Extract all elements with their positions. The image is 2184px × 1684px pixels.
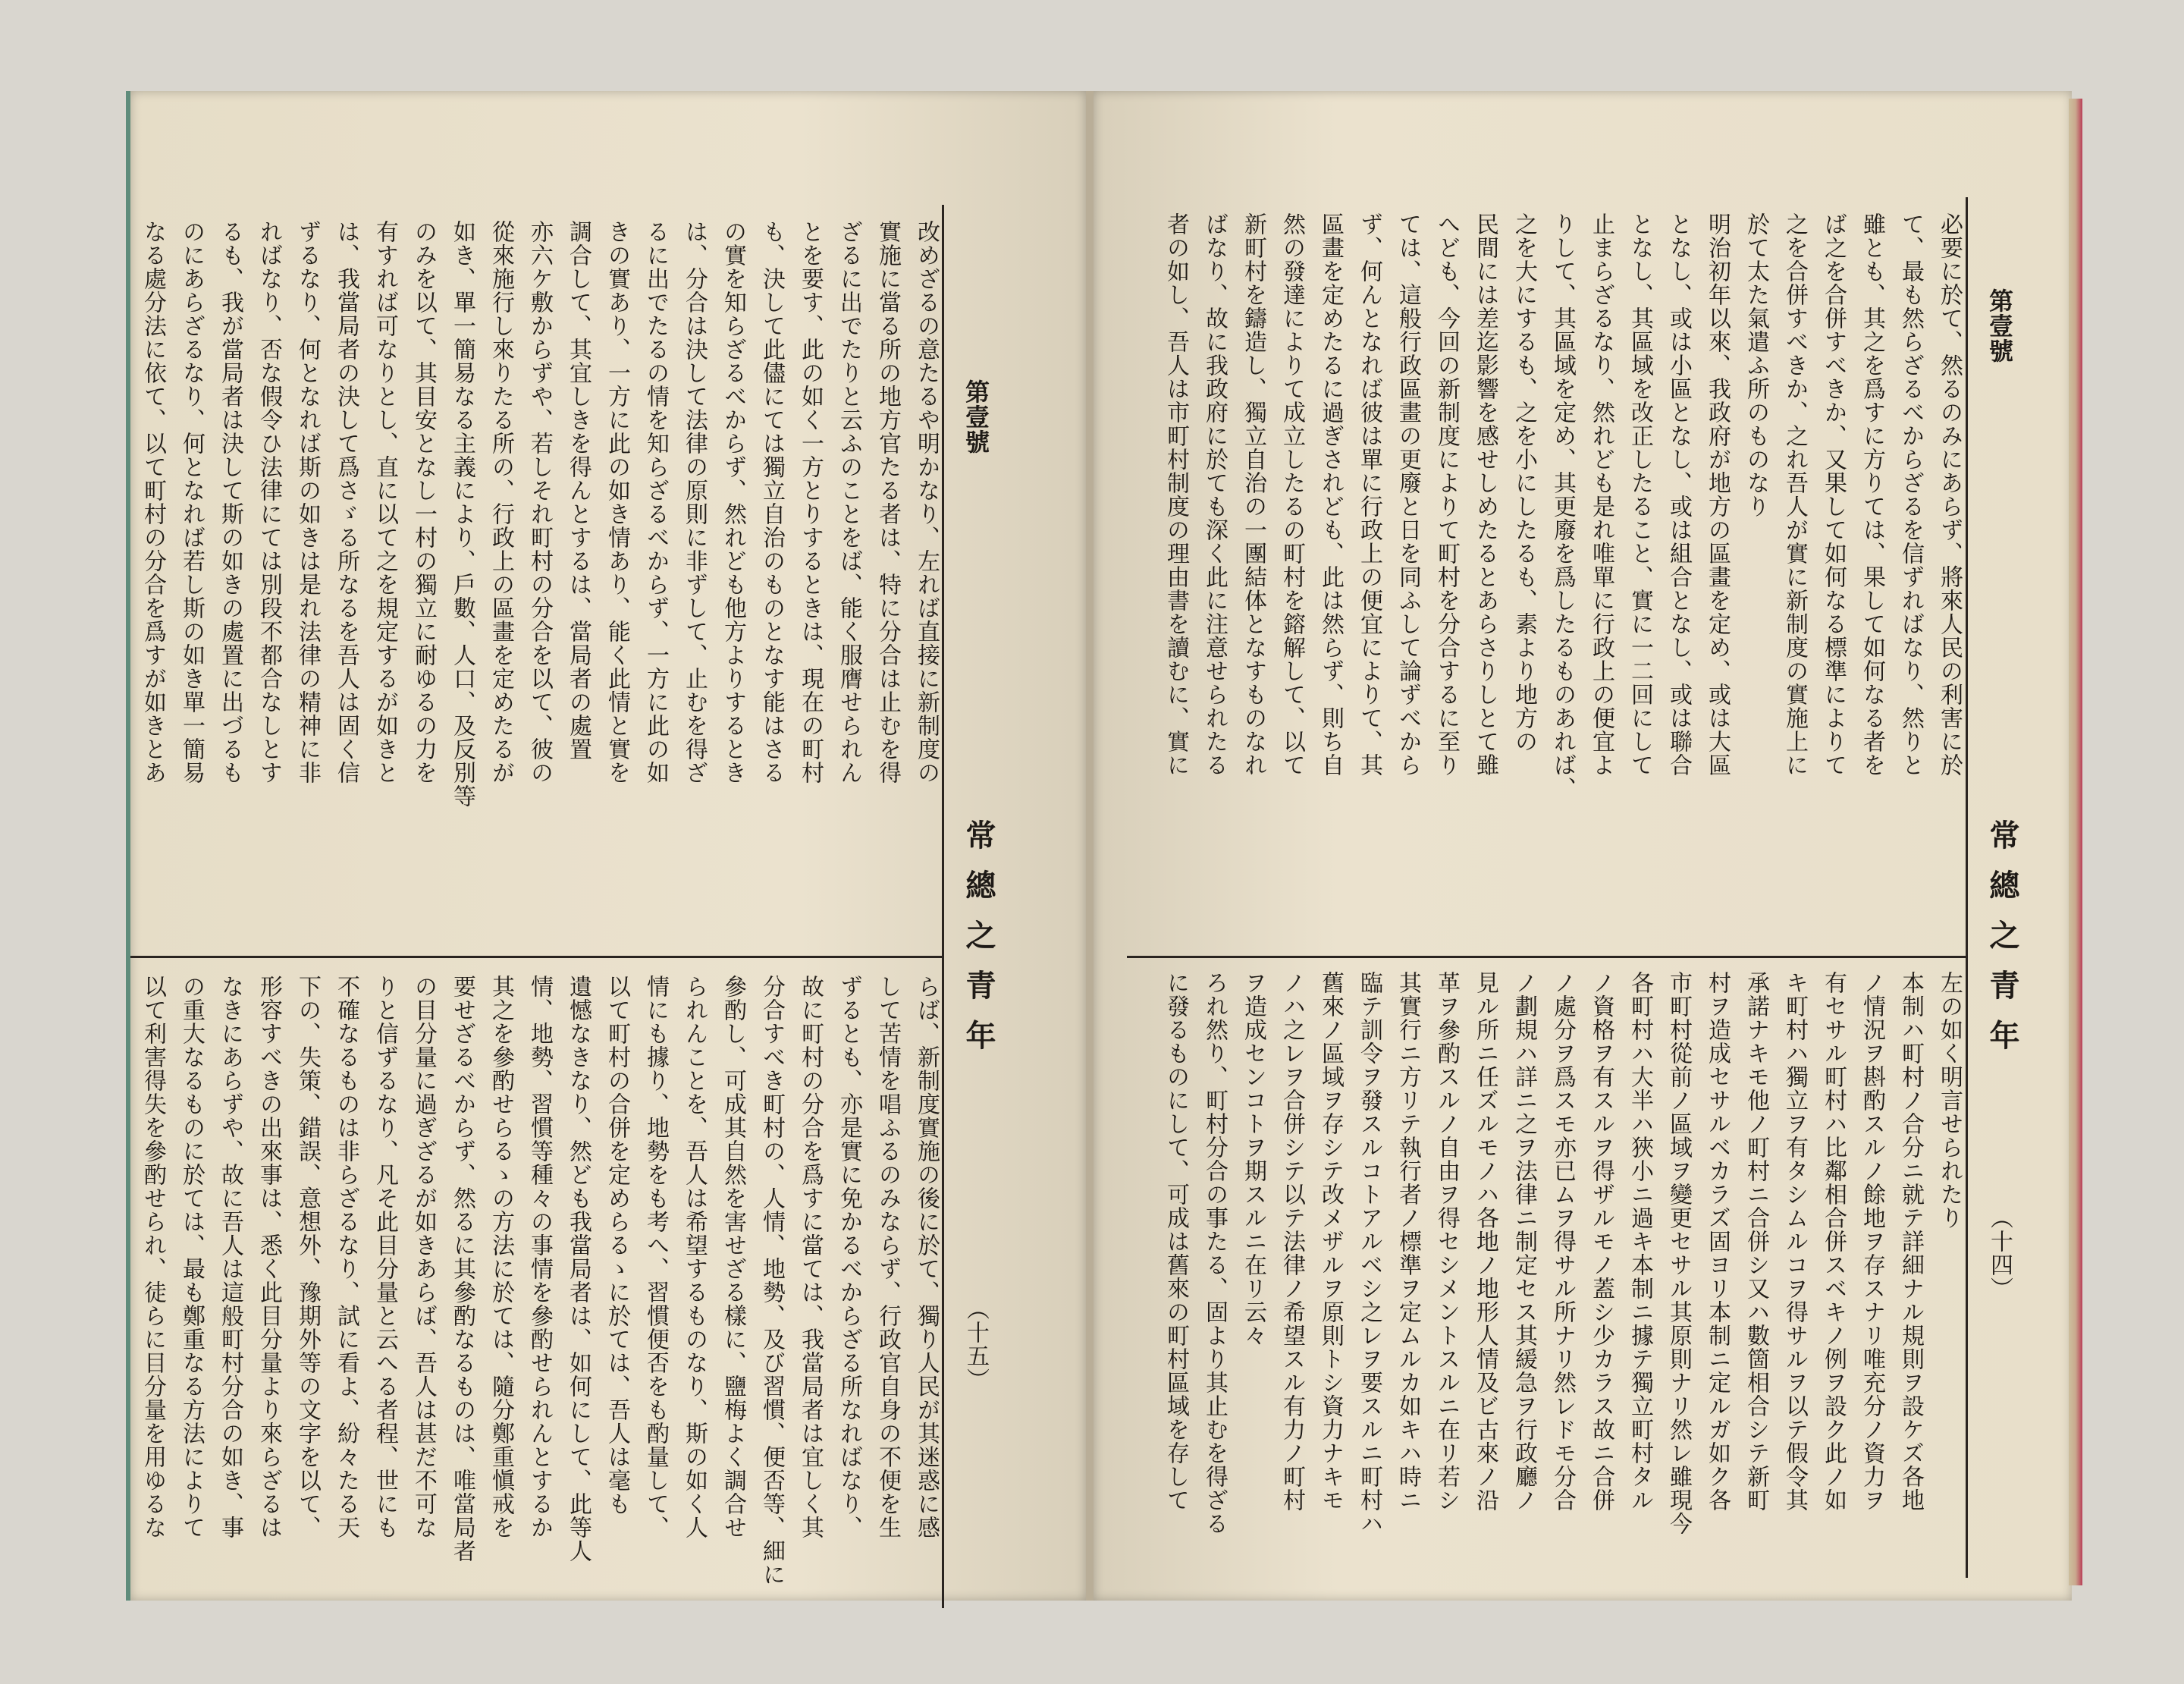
text-column: 從來施行し來りたる所の、行政上の區畫を定めたるが xyxy=(488,220,514,784)
text-column: ノハ之レヲ合併シテ以テ法律ノ希望スル有力ノ町村 xyxy=(1279,971,1305,1512)
text-column: のにあらざるなり、何となれば若し斯の如き單一簡易 xyxy=(178,220,205,784)
text-column: 其實行ニ方リテ執行者ノ標準ヲ定ムルカ如キハ時ニ xyxy=(1395,971,1421,1512)
left-page-number: （十五） xyxy=(962,1297,989,1391)
text-column: 亦六ケ敷からずや、若しそれ町村の分合を以て、彼の xyxy=(526,220,553,784)
text-column: に發るものにして、可成は舊來の町村區域を存して xyxy=(1163,971,1189,1512)
left-page-running-title: 常總之青年 xyxy=(961,819,996,1070)
text-column: 之を合併すべきか、之れ吾人が實に新制度の實施上に xyxy=(1781,212,1808,777)
text-column: 之を大にするも、之を小にしたるも、素より地方の xyxy=(1511,212,1537,753)
text-column: 村ヲ造成セサルベカラズ固ヨリ本制ニ定ルガ如ク各 xyxy=(1704,971,1731,1512)
text-column: 調合して、其宜しきを得んとするは、當局者の處置 xyxy=(565,220,592,761)
text-column: 舊來ノ區域ヲ存シテ改メザルヲ原則トシ資力ナキモ xyxy=(1317,971,1344,1512)
text-column: なる處分法に依て、以て町村の分合を爲すが如きとあ xyxy=(140,220,166,784)
left-divider-rule xyxy=(130,956,942,958)
text-column: て、最も然らざるべからざるを信ずればなり、然りと xyxy=(1897,212,1924,777)
text-column: るに出でたるの情を知らざるべからず、一方に此の如 xyxy=(642,220,669,784)
right-page-number: （十四） xyxy=(1986,1206,2013,1300)
text-column: 故に町村の分合を爲すに當ては、我當局者は宜しく其 xyxy=(797,975,824,1539)
text-column: ず、何んとなれば彼は單に行政上の便宜によりて、其 xyxy=(1356,212,1382,777)
text-column: なきにあらずや、故に吾人は這般町村分合の如き、事 xyxy=(217,975,243,1539)
text-column: きの實あり、一方に此の如き情あり、能く此情と實を xyxy=(604,220,630,784)
right-page-issue: 第壹號 xyxy=(1985,288,2014,363)
book-cover-edge-right xyxy=(2069,99,2082,1585)
text-column: 情、地勢、習慣等種々の事情を參酌せられんとするか xyxy=(526,975,553,1539)
text-column: 者の如し、吾人は市町村制度の理由書を讀むに、實に xyxy=(1163,212,1189,777)
text-column: るも、我が當局者は決して斯の如きの處置に出づるも xyxy=(217,220,243,784)
text-column: ノ劃規ハ詳ニ之ヲ法律ニ制定セス其緩急ヲ行政廳ノ xyxy=(1511,971,1537,1512)
text-column: ずるなり、何となれば斯の如きは是れ法律の精神に非 xyxy=(294,220,321,784)
text-column: 有すれば可なりとし、直に以て之を規定するが如きと xyxy=(372,220,398,784)
text-column: りして、其區域を定め、其更廢を爲したるものあれば、 xyxy=(1549,212,1576,800)
text-column: 改めざるの意たるや明かなり、左れば直接に新制度の xyxy=(913,220,940,784)
text-column: ればなり、否な假令ひ法律にては別段不都合なしとす xyxy=(256,220,282,784)
gutter xyxy=(1086,91,1094,1601)
book-spread xyxy=(130,91,2072,1601)
text-column: へども、今回の新制度によりて町村を分合するに至り xyxy=(1433,212,1460,777)
text-column: ノ資格ヲ有スルヲ得ザルモノ蓋シ少カラス故ニ合併 xyxy=(1588,971,1614,1512)
text-column: 民間には差迄影響を感せしめたるとあらさりしとて雖 xyxy=(1472,212,1498,777)
text-column: 於て太た氣遣ふ所のものなり xyxy=(1743,212,1769,518)
text-column: 其之を參酌せらるゝの方法に於ては、隨分鄭重愼戒を xyxy=(488,975,514,1539)
left-lower-text xyxy=(130,975,946,1601)
text-column: となし、或は小區となし、或は組合となし、或は聯合 xyxy=(1665,212,1692,777)
text-column: キ町村ハ獨立ヲ有タシムルコヲ得サルヲ以テ假令其 xyxy=(1781,971,1808,1512)
left-page xyxy=(130,91,1086,1601)
text-column: 不確なるものは非らざるなり、試に看よ、紛々たる天 xyxy=(333,975,359,1539)
text-column: られんことを、吾人は希望するものなり、斯の如く人 xyxy=(681,975,708,1539)
text-column: 如き、單一簡易なる主義により、戶數、人口、及反別等 xyxy=(449,220,475,808)
text-column: 實施に當る所の地方官たる者は、特に分合は止むを得 xyxy=(874,220,901,784)
text-column: のみを以て、其目安となし一村の獨立に耐ゆるの力を xyxy=(410,220,437,784)
text-column: ばなり、故に我政府に於ても深く此に注意せられたる xyxy=(1201,212,1228,777)
text-column: 明治初年以來、我政府が地方の區畫を定め、或は大區 xyxy=(1704,212,1731,777)
text-column: 分合すべき町村の、人情、地勢、及び習慣、便否等、細に xyxy=(758,975,785,1586)
text-column: となし、其區域を改正したること、實に一二回にして xyxy=(1627,212,1653,777)
text-column: 見ル所ニ任ズルモノハ各地ノ地形人情及ビ古來ノ沿 xyxy=(1472,971,1498,1512)
text-column: 參酌し、可成其自然を害せざる樣に、鹽梅よく調合せ xyxy=(720,975,746,1539)
text-column: の目分量に過ぎざるが如きあらば、吾人は甚だ不可な xyxy=(410,975,437,1539)
text-column: は、我當局者の決して爲さゞる所なるを吾人は固く信 xyxy=(333,220,359,784)
left-page-issue: 第壹號 xyxy=(962,379,990,454)
right-page-running-title: 常總之青年 xyxy=(1985,819,2020,1070)
text-column: 區畫を定めたるに過ぎされども、此は然らず、則ち自 xyxy=(1317,212,1344,777)
text-column: 遺憾なきなり、然ども我當局者は、如何にして、此等人 xyxy=(565,975,592,1563)
right-divider-rule xyxy=(1127,956,1966,958)
text-column: は、分合は決して法律の原則に非ずして、止むを得ざ xyxy=(681,220,708,784)
text-column: 臨テ訓令ヲ發スルコトアルベシ之レヲ要スルニ町村ハ xyxy=(1356,971,1382,1535)
text-column: らば、新制度實施の後に於て、獨り人民が其迷惑に感 xyxy=(913,975,940,1539)
text-column: 革ヲ參酌スルノ自由ヲ得セシメントスルニ在リ若シ xyxy=(1433,971,1460,1512)
text-column: 承諾ナキモ他ノ町村ニ合併シ又ハ數箇相合シテ新町 xyxy=(1743,971,1769,1512)
text-column: 以て町村の合併を定めらるゝに於ては、吾人は毫も xyxy=(604,975,630,1516)
text-column: ざるに出でたりと云ふのことをば、能く服膺せられん xyxy=(836,220,862,784)
text-column: して苦情を唱ふるのみならず、行政官自身の不便を生 xyxy=(874,975,901,1539)
text-column: ずるとも、亦是實に免かるべからざる所なればなり、 xyxy=(836,975,862,1539)
text-column: 止まらざるなり、然れども是れ唯單に行政上の便宜よ xyxy=(1588,212,1614,777)
text-column: 以て利害得失を參酌せられ、徒らに目分量を用ゆるな xyxy=(140,975,166,1539)
left-upper-text xyxy=(130,220,946,967)
text-column: ノ情況ヲ斟酌スルノ餘地ヲ存スナリ唯充分ノ資力ヲ xyxy=(1859,971,1885,1512)
text-column: りと信ずるなり、凡そ此目分量と云へる者程、世にも xyxy=(372,975,398,1539)
text-column: ヲ造成センコトヲ期スルニ在リ云々 xyxy=(1240,971,1266,1347)
text-column: 要せざるべからず、然るに其參酌なるものは、唯當局者 xyxy=(449,975,475,1563)
text-column: も、決して此儘にては獨立自治のものとなす能はさる xyxy=(758,220,785,784)
right-page xyxy=(1094,91,2072,1601)
right-upper-text xyxy=(1127,212,1969,963)
text-column: の實を知らざるべからず、然れども他方よりするとき xyxy=(720,220,746,784)
text-column: 新町村を鑄造し、獨立自治の一團結体となすものなれ xyxy=(1240,212,1266,777)
right-lower-text xyxy=(1127,971,1969,1593)
text-column: とを要す、此の如く一方とりするときは、現在の町村 xyxy=(797,220,824,784)
text-column: ば之を合併すべきか、又果して如何なる標準によりて xyxy=(1820,212,1847,777)
text-column: 必要に於て、然るのみにあらず、將來人民の利害に於 xyxy=(1936,212,1963,777)
text-column: 形容すべきの出來事は、悉く此目分量より來らざるは xyxy=(256,975,282,1539)
text-column: 本制ハ町村ノ合分ニ就テ詳細ナル規則ヲ設ケズ各地 xyxy=(1897,971,1924,1512)
text-column: の重大なるものに於ては、最も鄭重なる方法によりて xyxy=(178,975,205,1539)
text-column: ノ處分ヲ爲スモ亦已ムヲ得サル所ナリ然レドモ分合 xyxy=(1549,971,1576,1512)
text-column: 然の發達によりて成立したるの町村を鎔解して、以て xyxy=(1279,212,1305,777)
text-column: 有セサル町村ハ比鄰相合併スベキノ例ヲ設ク此ノ如 xyxy=(1820,971,1847,1512)
text-column: 市町村從前ノ區域ヲ變更セサル其原則ナリ然レ雖現今 xyxy=(1665,971,1692,1535)
text-column: 下の、失策、錯誤、意想外、豫期外等の文字を以て、 xyxy=(294,975,321,1539)
text-column: 雖とも、其之を爲すに方りては、果して如何なる者を xyxy=(1859,212,1885,777)
text-column: 情にも據り、地勢をも考へ、習慣便否をも酌量して、 xyxy=(642,975,669,1539)
text-column: 左の如く明言せられたり xyxy=(1936,971,1963,1230)
text-column: 各町村ハ大半ハ狹小ニ過キ本制ニ據テ獨立町村タル xyxy=(1627,971,1653,1512)
text-column: ては、這般行政區畫の更廢と日を同ふして論ずべから xyxy=(1395,212,1421,777)
text-column: ろれ然り、町村分合の事たる、固より其止むを得ざる xyxy=(1201,971,1228,1535)
